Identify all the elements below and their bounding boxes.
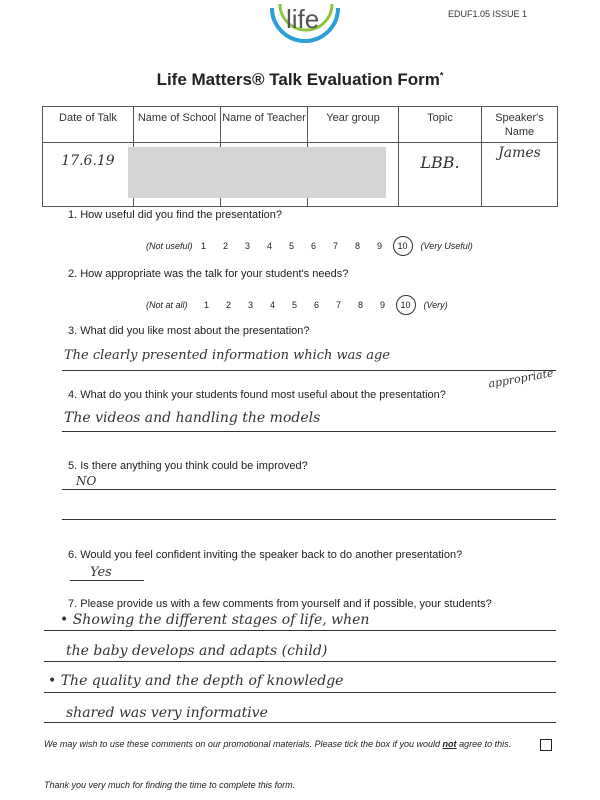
answer-4[interactable]: The videos and handling the models xyxy=(64,410,321,426)
rating-option[interactable]: 2 xyxy=(226,300,232,310)
promo-note-text: We may wish to use these comments on our promotional materials. Please tick the box if you would xyxy=(44,739,441,749)
scale-1-high-label: (Very Useful) xyxy=(420,241,473,251)
redaction-block xyxy=(128,147,386,198)
rating-option[interactable]: 4 xyxy=(270,300,276,310)
rating-option[interactable]: 3 xyxy=(248,300,254,310)
answer-line xyxy=(62,431,556,432)
comment-line-3[interactable]: • The quality and the depth of knowledge xyxy=(48,673,344,689)
rating-option[interactable]: 8 xyxy=(355,241,361,251)
rating-option[interactable]: 1 xyxy=(201,241,207,251)
answer-6[interactable]: Yes xyxy=(90,565,112,580)
answer-line xyxy=(62,489,556,490)
page-title xyxy=(0,70,600,90)
answer-line xyxy=(44,692,556,693)
answer-line xyxy=(70,580,144,581)
title-text: Life Matters® Talk Evaluation Form xyxy=(156,70,440,89)
answer-line xyxy=(44,630,556,631)
rating-option[interactable]: 9 xyxy=(377,241,383,251)
life-logo xyxy=(262,0,348,56)
header-date: Date of Talk xyxy=(43,107,134,143)
answer-line xyxy=(62,370,556,371)
header-school: Name of School xyxy=(134,107,221,143)
topic-value[interactable]: LBB. xyxy=(399,143,482,207)
header-speaker: Speaker's Name xyxy=(482,107,558,143)
question-7: 7. Please provide us with a few comments from yourself and if possible, your students? xyxy=(68,598,492,610)
title-mark: * xyxy=(439,70,444,81)
question-2: 2. How appropriate was the talk for your student's needs? xyxy=(68,268,349,280)
comment-line-2[interactable]: the baby develops and adapts (child) xyxy=(66,643,328,659)
logo-text: life xyxy=(286,4,320,34)
answer-line xyxy=(62,519,556,520)
rating-option[interactable]: 5 xyxy=(292,300,298,310)
rating-option[interactable]: 8 xyxy=(358,300,364,310)
scale-2-high-label: (Very) xyxy=(423,300,448,310)
issue-code: EDUF1.05 ISSUE 1 xyxy=(448,9,528,19)
header-teacher: Name of Teacher xyxy=(221,107,308,143)
promo-optout-checkbox[interactable] xyxy=(540,739,552,751)
rating-option-selected[interactable]: 10 xyxy=(393,236,413,256)
answer-5[interactable]: NO xyxy=(76,474,97,488)
promo-note-end: agree to this. xyxy=(459,739,512,749)
answer-line xyxy=(44,722,556,723)
rating-option[interactable]: 4 xyxy=(267,241,273,251)
thanks-note: Thank you very much for finding the time to complete this form. xyxy=(44,780,296,790)
header-year-group: Year group xyxy=(308,107,399,143)
promo-not: not xyxy=(442,739,457,749)
answer-3-continued: appropriate xyxy=(487,366,555,391)
rating-scale-2 xyxy=(146,295,448,315)
question-5: 5. Is there anything you think could be improved? xyxy=(68,460,308,472)
rating-option[interactable]: 2 xyxy=(223,241,229,251)
scale-1-low-label: (Not useful) xyxy=(146,241,193,251)
rating-scale-1 xyxy=(146,236,473,256)
question-1: 1. How useful did you find the presentation? xyxy=(68,209,283,221)
question-4: 4. What do you think your students found most useful about the presentation? xyxy=(68,389,446,401)
header-topic: Topic xyxy=(399,107,482,143)
comment-line-1[interactable]: • Showing the different stages of life, when xyxy=(60,612,370,628)
answer-line xyxy=(44,661,556,662)
date-value[interactable]: 17.6.19 xyxy=(43,143,134,207)
comment-line-4[interactable]: shared was very informative xyxy=(66,705,268,721)
answer-3[interactable]: The clearly presented information which was age xyxy=(64,348,391,363)
rating-option-selected[interactable]: 10 xyxy=(396,295,416,315)
rating-option[interactable]: 1 xyxy=(204,300,210,310)
rating-option[interactable]: 6 xyxy=(314,300,320,310)
rating-option[interactable]: 5 xyxy=(289,241,295,251)
rating-option[interactable]: 7 xyxy=(336,300,342,310)
table-header-row xyxy=(43,107,558,143)
rating-option[interactable]: 7 xyxy=(333,241,339,251)
rating-option[interactable]: 3 xyxy=(245,241,251,251)
question-3: 3. What did you like most about the presentation? xyxy=(68,325,310,337)
speaker-value[interactable]: James xyxy=(482,143,558,207)
question-6: 6. Would you feel confident inviting the speaker back to do another presentation? xyxy=(68,549,463,561)
promo-note xyxy=(44,738,564,751)
scale-2-low-label: (Not at all) xyxy=(146,300,188,310)
rating-option[interactable]: 9 xyxy=(380,300,386,310)
rating-option[interactable]: 6 xyxy=(311,241,317,251)
